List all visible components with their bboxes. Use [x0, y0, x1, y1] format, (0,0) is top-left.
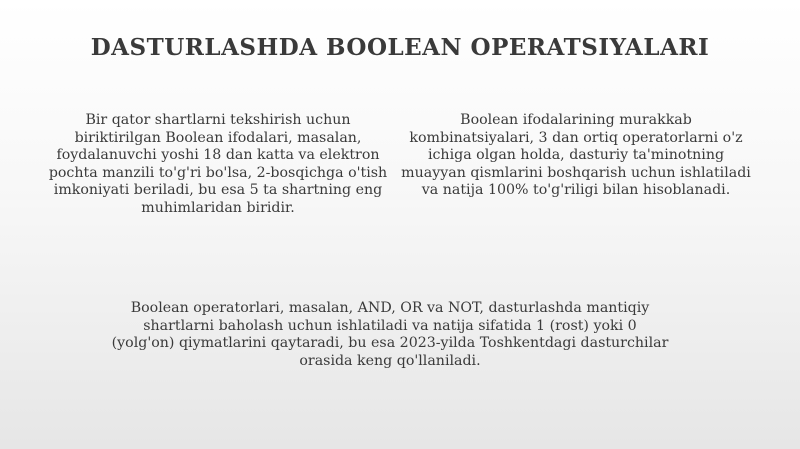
paragraph-boolean-operators: Boolean operatorlari, masalan, AND, OR va NOT, dasturlashda mantiqiy shartlarni baholash uchun ishlatiladi va natija sifatida 1 (rost) yoki 0 (yolg'on) qiymatlarini qaytaradi, bu esa 2023-yilda Toshkentdagi dasturchilar orasida keng qo'llaniladi.: [111, 300, 669, 369]
slide-title: DASTURLASHDA BOOLEAN OPERATSIYALARI: [90, 34, 710, 61]
paragraph-complex-combinations: Boolean ifodalarining murakkab kombinatsiyalari, 3 dan ortiq operatorlarni o'z ichiga olgan holda, dasturiy ta'minotning muayyan qismlarini boshqarish uchun ishlatiladi va natija 100% to'g'riligi bilan hisoblanadi.: [401, 112, 751, 199]
paragraph-nested-conditions: Bir qator shartlarni tekshirish uchun biriktirilgan Boolean ifodalari, masalan, foydalanuvchi yoshi 18 dan katta va elektron pochta manzili to'g'ri bo'lsa, 2-bosqichga o'tish imkoniyati beriladi, bu esa 5 ta shartning eng muhimlaridan biridir.: [48, 112, 388, 216]
